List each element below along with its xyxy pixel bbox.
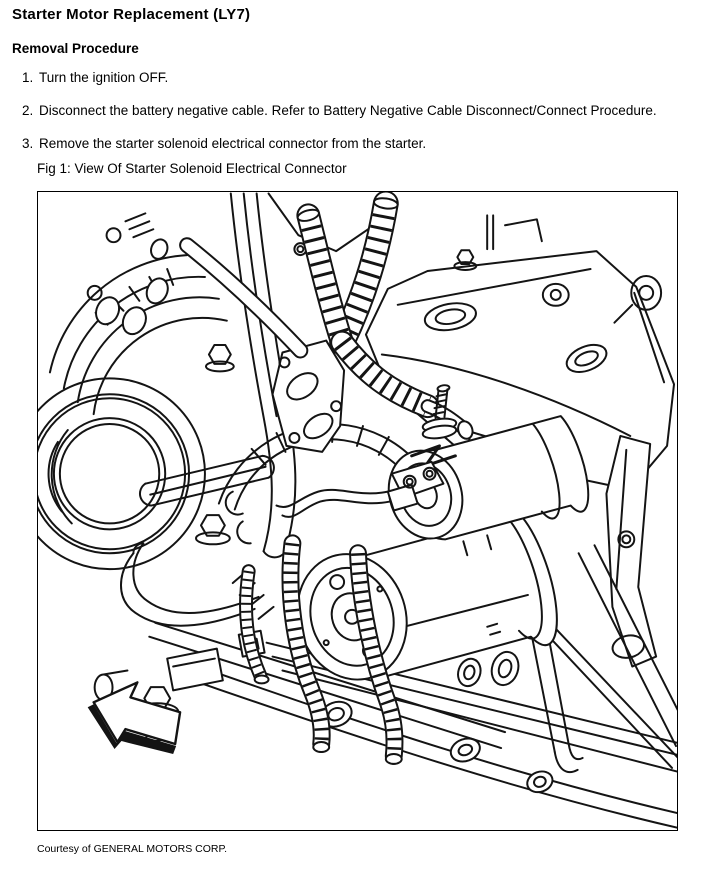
mount-lug — [488, 648, 523, 688]
figure-frame — [37, 191, 678, 831]
rail-boss — [524, 768, 555, 796]
flexplate-hole — [88, 286, 102, 300]
bolt-head — [297, 246, 303, 252]
belt-edge — [231, 193, 272, 551]
hatch-marks — [125, 213, 153, 237]
lower-rail — [181, 663, 677, 830]
conduit-end — [386, 754, 402, 764]
courtesy-credit: Courtesy of GENERAL MOTORS CORP. — [37, 843, 228, 855]
figure-caption: Fig 1: View Of Starter Solenoid Electrical Connector — [37, 161, 347, 176]
crank-pulley-ring — [38, 378, 205, 569]
procedure-step: 2. Disconnect the battery negative cable. Refer to Battery Negative Cable Disconnect/Connect Procedure. — [37, 103, 657, 119]
rail-boss — [448, 735, 483, 766]
starter-engine-line-art — [38, 192, 677, 830]
mount-lug — [455, 656, 484, 689]
procedure-step: 3. Remove the starter solenoid electrical connector from the starter. — [37, 136, 657, 152]
conduit-end — [313, 742, 329, 752]
crank-pulley-ring — [60, 424, 159, 523]
small-hole — [107, 228, 121, 242]
section-heading: Removal Procedure — [12, 41, 139, 56]
conduit-end — [255, 675, 269, 683]
ring-lug — [639, 286, 653, 300]
crank-pulley-ring — [54, 418, 165, 529]
procedure-step-list — [12, 70, 657, 169]
u-tube — [121, 543, 259, 625]
procedure-step: 1. Turn the ignition OFF. — [37, 70, 657, 86]
stud-pin — [487, 215, 493, 249]
page-title: Starter Motor Replacement (LY7) — [12, 6, 251, 23]
small-bracket — [167, 649, 223, 691]
engine-bracket — [606, 436, 656, 667]
bracket-edge — [505, 219, 542, 241]
strut-hook — [555, 744, 583, 772]
